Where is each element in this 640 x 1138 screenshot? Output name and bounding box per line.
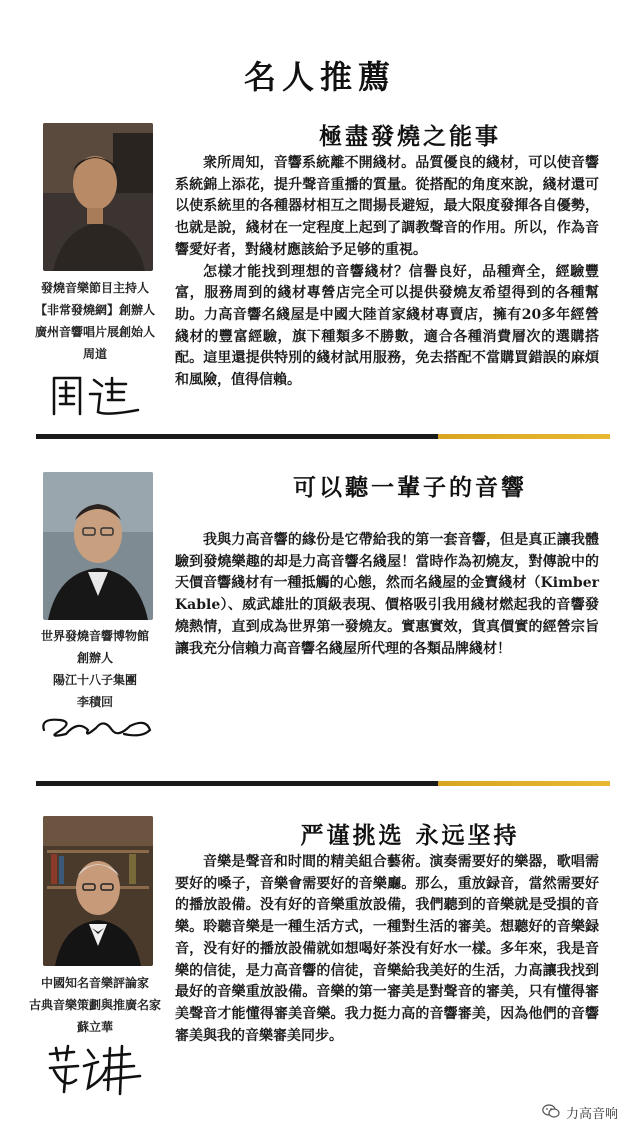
wechat-icon [542,1104,560,1122]
caption-line: 周道 [82,347,107,361]
caption-line: 李積回 [76,695,113,709]
caption-line: 廣州音響唱片展創始人 [34,325,155,339]
caption-line: 古典音樂策劃與推廣名家 [28,998,161,1012]
caption-line: 世界發燒音響博物館 [40,629,149,643]
body-paragraph: 音樂是聲音和时間的精美組合藝術。演奏需要好的樂器，歌唱需要好的嗓子，音樂會需要好的音樂廳。那么，重放録音，當然需要好的播放設備。没有好的音樂重放設備，我們聽到的音樂就是受損的音樂。聆聽音樂是一種生活方式，一種對生活的審美。想聽好的音樂録音，没有好的播放設備就如想喝好茶没有好水一樣。多年來，我是音樂的信徒，是力高音響的信徒，音樂給我美好的生活，力高讓我找到最好的音樂重放設備。音樂的第一審美是對聲音的審美，只有懂得審美聲音才能懂得審美音樂。我力挺力高的音響審美，因為他們的音響審美與我的音樂審美同步。 [175,854,599,1044]
account-watermark [542,1103,618,1122]
caption-line: 創辦人 [76,651,113,665]
caption-line: 陽江十八子集團 [52,673,137,687]
handwritten-signature [46,370,146,426]
section-title: 極盡發燒之能事 [319,123,501,150]
portrait-photo-zhou-dao [43,123,153,271]
caption-line: 【非常發燒網】創辦人 [34,303,155,317]
section-body [175,852,599,1047]
section-body [175,153,599,392]
body-paragraph: 衆所周知，音響系統離不開綫材。品質優良的綫材，可以使音響系統錦上添花，提升聲音重播的質量。從搭配的角度來說，綫材還可以使系統里的各種器材相互之間揚長避短，最大限度發揮各自優勢，也就是說，綫材在一定程度上起到了調教聲音的作用。所以，作為音響愛好者，對綫材應該給予足够的重視。 [175,155,599,258]
body-paragraph: 我與力高音響的緣份是它帶給我的第一套音響，但是真正讓我體驗到發燒樂趣的却是力高音響名綫屋！當時作為初燒友，對傳說中的天價音響綫材有一種抵觸的心態，然而名綫屋的金寶綫材（Kimber Kable）、威武雄壯的頂級表現、價格吸引我用綫材燃起我的音響發燒熱情，直到成為世界第一發燒友。實惠實效，貨真價實的經營宗旨讓我充分信賴力高音響名綫屋所代理的各類品牌綫材！ [175,532,599,657]
caption-line: 發燒音樂節目主持人 [40,281,149,295]
caption-line: 中國知名音樂評論家 [40,976,149,990]
page-title: 名人推薦 [243,58,396,96]
section-divider [36,434,610,439]
section-title: 可以聽一輩子的音響 [293,474,527,501]
portrait-photo-su-lihua [43,816,153,966]
watermark-label: 力高音响 [565,1107,618,1122]
section-title: 严谨挑选 永远坚持 [300,822,520,849]
portrait-photo-li-jihui [43,472,153,620]
handwritten-signature [44,1040,154,1102]
caption-line: 蘇立華 [76,1020,113,1034]
handwritten-signature [38,712,156,746]
section-body [175,530,599,660]
body-paragraph: 怎樣才能找到理想的音響綫材？信譽良好，品種齊全，經驗豐富，服務周到的綫材專營店完全可以提供發燒友希望得到的各種幫助。力高音響名綫屋是中國大陸首家綫材專賣店，擁有20多年經營綫材的豐富經驗，旗下種類多不勝數，適合各種消費層次的選購搭配。這里還提供特別的綫材試用服務，免去搭配不當購買錯誤的麻煩和風險，值得信賴。 [175,263,599,389]
section-divider [36,781,610,786]
